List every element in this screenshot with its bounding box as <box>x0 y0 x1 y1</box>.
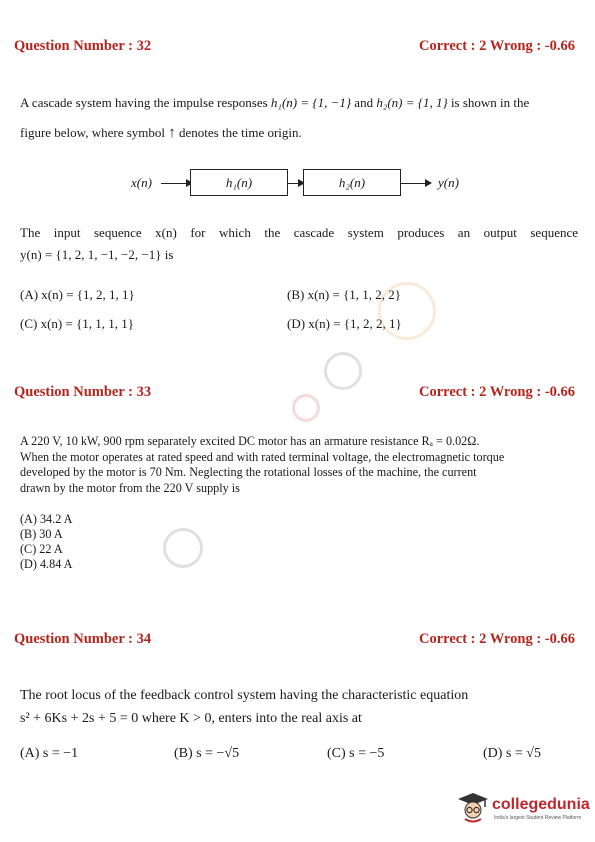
block-h2: h₂(n) <box>303 169 401 196</box>
q33-option-d[interactable]: (D) 4.84 A <box>20 557 73 571</box>
q33-option-a[interactable]: (A) 34.2 A <box>20 512 73 526</box>
q32-option-a[interactable]: (A) x(n) = {1, 2, 1, 1} <box>20 287 135 302</box>
stem-line: drawn by the motor from the 220 V supply is <box>20 480 240 495</box>
q34-stem-line1: The root locus of the feedback control system having the characteristic equation <box>20 688 469 703</box>
question-number: Question Number : 32 <box>14 38 152 54</box>
q34-option-a[interactable]: (A) s = −1 <box>20 746 79 761</box>
up-arrow-icon: ↑ <box>168 125 176 141</box>
input-signal-label: x(n) <box>131 175 152 190</box>
marking-scheme: Correct : 2 Wrong : -0.66 <box>419 38 575 54</box>
h1-equation: h₁(n) = {1, −1} <box>270 95 352 110</box>
marking-scheme: Correct : 2 Wrong : -0.66 <box>419 384 575 400</box>
q32-stem-line2 <box>20 123 302 145</box>
graduate-mascot-icon <box>456 790 490 824</box>
stem-text: figure below, where symbol <box>20 125 166 140</box>
q33-option-b[interactable]: (B) 30 A <box>20 527 63 541</box>
question-34-header <box>14 631 575 651</box>
stem-text: is shown in the <box>450 95 530 110</box>
h2-equation: h₂(n) = {1, 1} <box>376 95 448 110</box>
q32-option-b[interactable]: (B) x(n) = {1, 1, 2, 2} <box>287 287 402 302</box>
marking-scheme: Correct : 2 Wrong : -0.66 <box>419 631 575 647</box>
q33-options <box>20 512 72 572</box>
arrow-icon <box>287 183 303 184</box>
stem-line: developed by the motor is 70 Nm. Neglecting the rotational losses of the machine, the current <box>20 465 477 479</box>
stem-line: A 220 V, 10 kW, 900 rpm separately excited DC motor has an armature resistance Rₐ = 0.02Ω. <box>20 434 480 448</box>
q32-option-d[interactable]: (D) x(n) = {1, 2, 2, 1} <box>287 316 402 331</box>
q34-stem-line2: s² + 6Ks + 2s + 5 = 0 where K > 0, enters into the real axis at <box>20 711 362 726</box>
logo-tagline: India's largest Student Review Platform <box>494 815 582 821</box>
arrow-icon <box>400 183 430 184</box>
stem-line: When the motor operates at rated speed and with rated terminal voltage, the electromagnetic torque <box>20 449 505 464</box>
watermark-gear-icon <box>163 528 203 568</box>
output-signal-label: y(n) <box>438 175 459 190</box>
q34-option-d[interactable]: (D) s = √5 <box>483 746 541 761</box>
logo-wordmark: collegedunia <box>492 796 590 813</box>
q32-option-c[interactable]: (C) x(n) = {1, 1, 1, 1} <box>20 316 135 331</box>
stem-text: denotes the time origin. <box>179 125 302 140</box>
q34-option-c[interactable]: (C) s = −5 <box>327 746 385 761</box>
q32-prompt-line1: The input sequence x(n) for which the cascade system produces an output sequence <box>20 225 578 240</box>
block-h1: h₁(n) <box>190 169 288 196</box>
stem-text: A cascade system having the impulse responses <box>20 95 268 110</box>
q34-option-b[interactable]: (B) s = −√5 <box>174 746 240 761</box>
question-32-header <box>14 38 575 58</box>
watermark-seal-icon <box>378 282 436 340</box>
q32-stem-line1 <box>20 94 580 113</box>
question-number: Question Number : 34 <box>14 631 152 647</box>
q33-stem <box>20 434 580 496</box>
question-number: Question Number : 33 <box>14 384 152 400</box>
question-33-header <box>14 384 575 404</box>
stem-text: and <box>354 95 374 110</box>
q33-option-c[interactable]: (C) 22 A <box>20 542 63 556</box>
q32-prompt-line2: y(n) = {1, 2, 1, −1, −2, −1} is <box>20 247 174 262</box>
arrow-icon <box>161 183 191 184</box>
